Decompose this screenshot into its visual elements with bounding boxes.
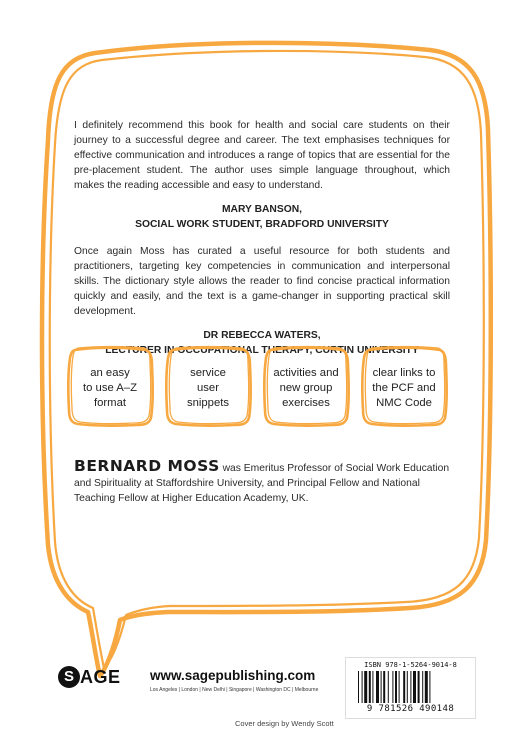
feature-line: NMC Code <box>376 397 432 409</box>
testimonial-quote: I definitely recommend this book for health and social care students on their journey to a successful degree and career. The text emphasises techniques for effective communication and introduces a range of topics that are essential for the pre-placement student. The author uses simple language throughout, which makes the reading accessible and easy to understand. <box>74 120 450 191</box>
feature-box <box>66 344 154 428</box>
testimonial-name: MARY BANSON, <box>221 204 303 215</box>
feature-box <box>360 344 448 428</box>
testimonials <box>74 118 450 370</box>
feature-line: snippets <box>186 397 230 409</box>
feature-text <box>266 366 346 411</box>
cover-credit: Cover design by Wendy Scott <box>235 719 334 728</box>
testimonial-role: SOCIAL WORK STUDENT, BRADFORD UNIVERSITY <box>135 219 389 230</box>
publisher-cities: Los Angeles | London | New Delhi | Singapore | Washington DC | Melbourne <box>150 687 319 693</box>
feature-box <box>262 344 350 428</box>
author-bio <box>74 459 454 506</box>
feature-line: the PCF and <box>372 382 436 394</box>
sage-logo-word: AGE <box>80 667 121 687</box>
author-name: BERNARD MOSS <box>74 457 220 475</box>
testimonial-attribution <box>74 202 450 232</box>
feature-line: new group <box>279 382 333 394</box>
feature-line: clear links to <box>372 367 436 379</box>
testimonial-name: DR REBECCA WATERS, <box>203 330 321 341</box>
feature-line: format <box>93 397 126 409</box>
publisher-url[interactable]: www.sagepublishing.com <box>150 668 316 683</box>
isbn-barcode <box>345 657 476 719</box>
feature-box <box>164 344 252 428</box>
testimonial-role: LECTURER IN OCCUPATIONAL THERAPY, CURTIN UNIVERSITY <box>105 345 419 356</box>
feature-line: to use A–Z <box>82 382 137 394</box>
feature-text <box>364 366 444 411</box>
feature-text <box>70 366 150 411</box>
feature-line: service <box>190 367 226 379</box>
barcode-icon <box>358 671 463 703</box>
testimonial-quote: Once again Moss has curated a useful resource for both students and practitioners, targeting key competencies in communication and interpersonal skills. The dictionary style allows the reader to find concise practical information quickly and easily, and the text is a game-changer in supporting practical skill development. <box>74 246 450 317</box>
isbn-label: ISBN 978-1-5264-9014-8 <box>364 661 457 669</box>
author-bio-text: was Emeritus Professor of Social Work Education and Spirituality at Staffordshire University, and Principal Fellow and National Teaching Fellow at Higher Education Academy, UK. <box>74 463 450 504</box>
barcode-number: 9 781526 490148 <box>366 704 455 714</box>
publisher-logo <box>58 666 358 700</box>
feature-line: user <box>197 382 219 394</box>
sage-logo-icon: S <box>58 666 80 688</box>
feature-line: exercises <box>282 397 330 409</box>
feature-line: an easy <box>90 367 130 379</box>
feature-line: activities and <box>273 367 339 379</box>
feature-boxes <box>66 344 458 432</box>
feature-text <box>168 366 248 411</box>
